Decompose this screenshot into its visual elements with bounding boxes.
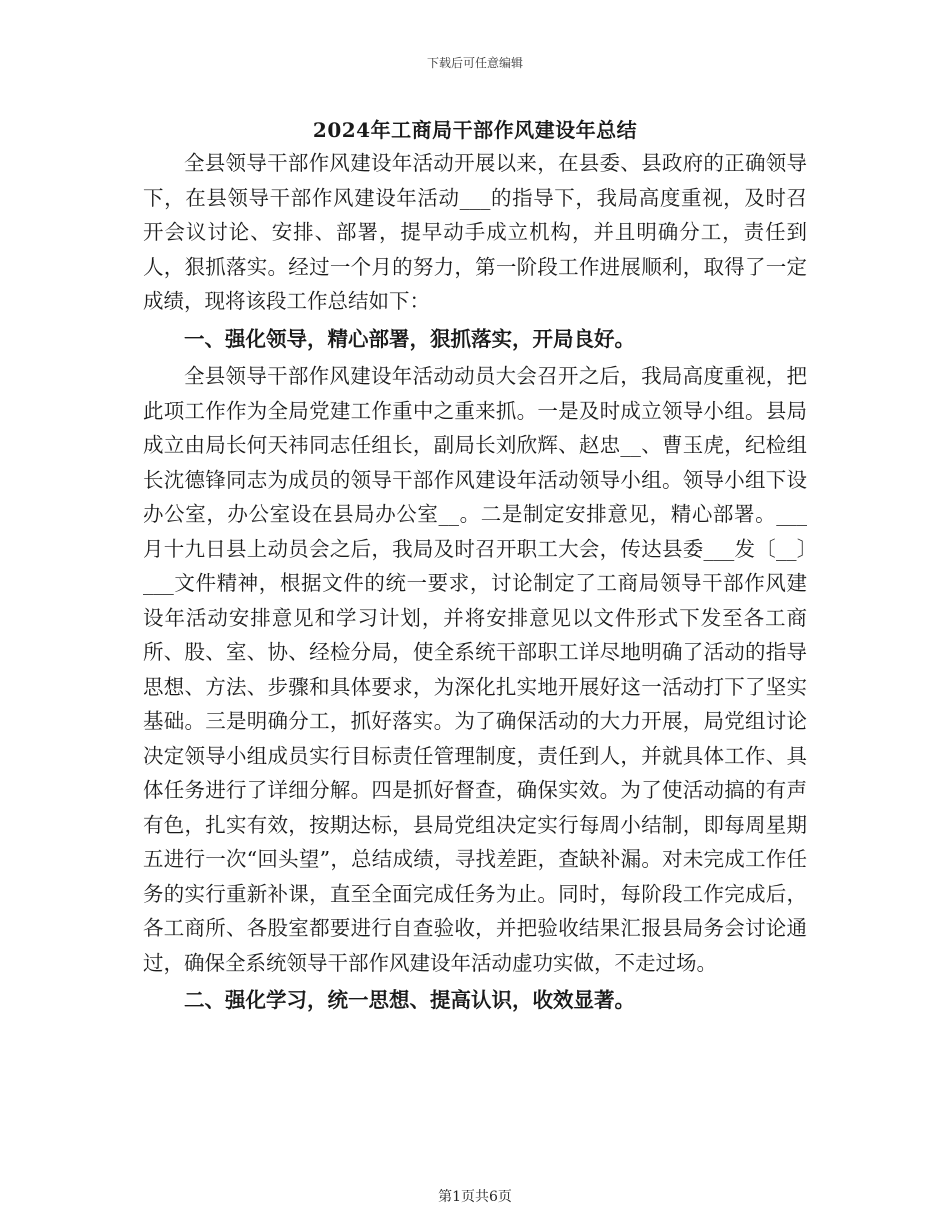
section-heading-1: 一、强化领导，精心部署，狠抓落实，开局良好。: [184, 326, 635, 351]
page-footer: 第1页共6页: [438, 1189, 512, 1205]
section-1-paragraph: 全县领导干部作风建设年活动动员大会召开之后，我局高度重视，把此项工作作为全局党建工作重中之重来抓。一是及时成立领导小组。县局成立由局长何天祎同志任组长，副局长刘欣辉、赵忠__、曹玉虎，纪检组长沈德锋同志为成员的领导干部作风建设年活动领导小组。领导小组下设办公室，办公室设在县局办公室__。二是制定安排意见，精心部署。___月十九日县上动员会之后，我局及时召开职工大会，传达县委___发〔__〕___文件精神，根据文件的统一要求，讨论制定了工商局领导干部作风建设年活动安排意见和学习计划，并将安排意见以文件形式下发至各工商所、股、室、协、经检分局，使全系统干部职工详尽地明确了活动的指导思想、方法、步骤和具体要求，为深化扎实地开展好这一活动打下了坚实基础。三是明确分工，抓好落实。为了确保活动的大力开展，局党组讨论决定领导小组成员实行目标责任管理制度，责任到人，并就具体工作、具体任务进行了详细分解。四是抓好督查，确保实效。为了使活动搞的有声有色，扎实有效，按期达标，县局党组决定实行每周小结制，即每周星期五进行一次“回头望”，总结成绩，寻找差距，查缺补漏。对未完成工作任务的实行重新补课，直至全面完成任务为止。同时，每阶段工作完成后，各工商所、各股室都要进行自查验收，并把验收结果汇报县局务会讨论通过，确保全系统领导干部作风建设年活动虚功实做，不走过场。: [143, 364, 807, 975]
section-heading-2: 二、强化学习，统一思想、提高认识，收效显著。: [184, 988, 635, 1012]
intro-paragraph: 全县领导干部作风建设年活动开展以来，在县委、县政府的正确领导下，在县领导干部作风建设年活动___的指导下，我局高度重视，及时召开会议讨论、安排、部署，提早动手成立机构，并且明确分工，责任到人，狠抓落实。经过一个月的努力，第一阶段工作进展顺利，取得了一定成绩，现将该段工作总结如下：: [143, 151, 807, 313]
document-title: 2024年工商局干部作风建设年总结: [312, 118, 638, 142]
header-note: 下载后可任意编辑: [426, 56, 523, 70]
document-body: [143, 146, 807, 1021]
